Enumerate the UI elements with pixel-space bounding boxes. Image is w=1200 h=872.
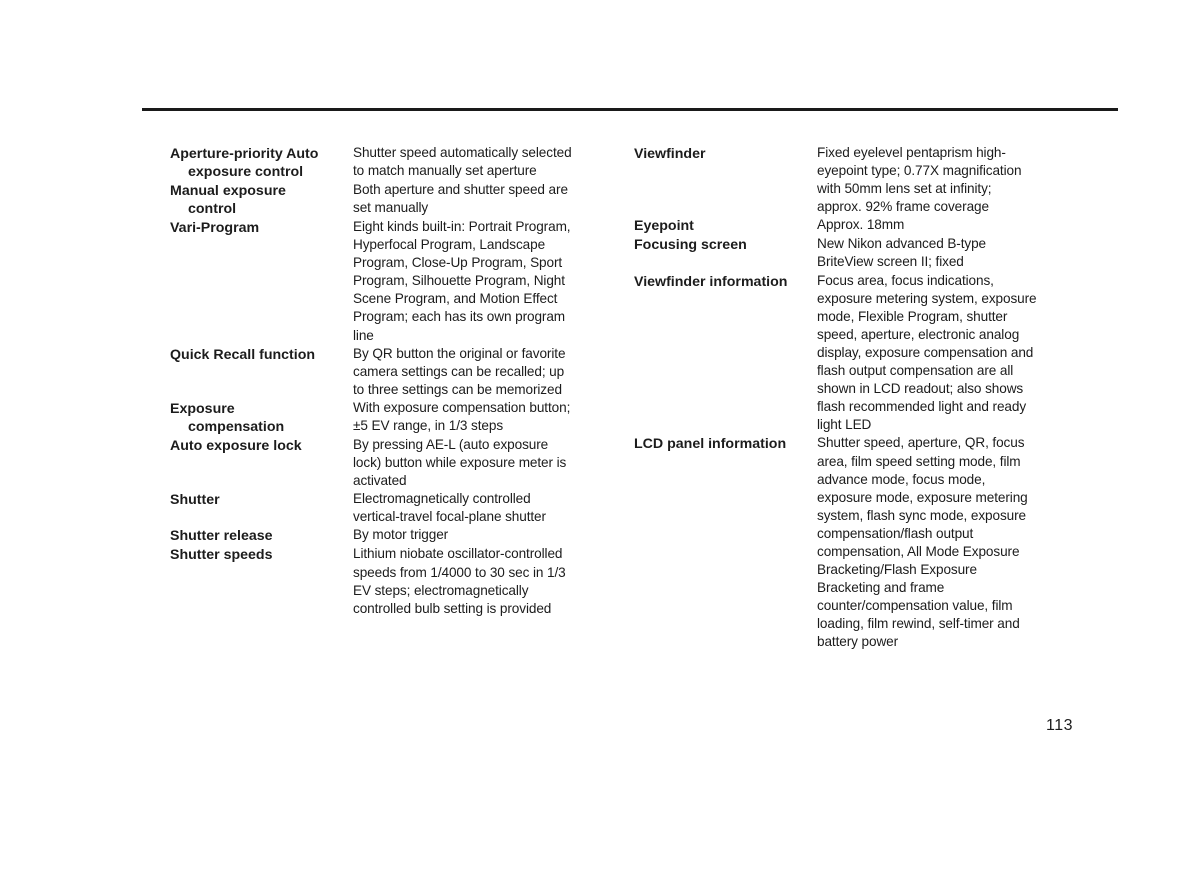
- spec-column-left: [170, 144, 625, 618]
- spec-row-shutter-speeds: [170, 545, 625, 617]
- spec-term-line1: Focusing screen: [634, 237, 747, 254]
- spec-row-aperture-priority: [170, 144, 625, 181]
- spec-term: [634, 272, 817, 291]
- spec-term-line1: Quick Recall function: [170, 346, 316, 363]
- spec-desc: Lithium niobate oscillator-controlled speeds from 1/4000 to 30 sec in 1/3 EV steps; electromagnetically controlled bulb setting is provided: [353, 546, 566, 616]
- spec-term-line1: Viewfinder information: [634, 273, 788, 290]
- spec-term-line1: LCD panel information: [634, 436, 787, 453]
- spec-row-exposure-compensation: [170, 399, 625, 436]
- spec-term-line1: Manual exposure: [170, 183, 286, 199]
- spec-desc: Shutter speed, aperture, QR, focus area, film speed setting mode, film advance mode, focus mode, exposure mode, exposure metering system, flash sync mode, exposure compensation/flash output compensation, All Mode Exposure Bracketing/Flash Exposure Bracketing and frame counter/compensation value, film loading, film rewind, self-timer and battery power: [817, 435, 1028, 650]
- spec-row-quick-recall: [170, 345, 625, 399]
- spec-row-manual-exposure: [170, 181, 625, 218]
- spec-row-viewfinder-information: [634, 272, 1084, 435]
- spec-row-auto-exposure-lock: [170, 436, 625, 490]
- spec-term: [170, 144, 353, 181]
- spec-term-line1: Viewfinder: [634, 146, 706, 162]
- spec-term-line1: Shutter release: [170, 528, 273, 545]
- spec-term: [170, 181, 353, 218]
- spec-desc: With exposure compensation button; ±5 EV range, in 1/3 steps: [353, 399, 571, 434]
- spec-term-line1: Aperture-priority Auto: [170, 146, 319, 162]
- spec-row-lcd-panel-information: [634, 434, 1084, 651]
- spec-term: [634, 434, 817, 453]
- spec-term-line1: Eyepoint: [634, 218, 694, 235]
- spec-desc: New Nikon advanced B-type BriteView screen II; fixed: [817, 236, 987, 270]
- spec-desc: Shutter speed automatically selected to match manually set aperture: [353, 145, 572, 179]
- spec-term: [634, 216, 817, 235]
- spec-term-line1: Shutter: [170, 492, 220, 509]
- spec-desc: By motor trigger: [353, 527, 449, 543]
- spec-term: [170, 345, 353, 364]
- spec-term: [170, 399, 353, 436]
- header-rule: [142, 108, 1118, 111]
- spec-row-eyepoint: [634, 216, 1084, 235]
- spec-term-line1: Vari-Program: [170, 220, 260, 236]
- spec-row-focusing-screen: [634, 235, 1084, 271]
- spec-desc: Approx. 18mm: [817, 217, 905, 233]
- spec-term: [634, 235, 817, 254]
- spec-row-shutter: [170, 490, 625, 526]
- spec-term-line2: exposure control: [188, 164, 304, 180]
- spec-desc: By pressing AE-L (auto exposure lock) button while exposure meter is activated: [353, 436, 567, 489]
- spec-term: [170, 526, 353, 545]
- spec-row-viewfinder: [634, 144, 1084, 216]
- spec-desc: Eight kinds built-in: Portrait Program, Hyperfocal Program, Landscape Program, Close-Up Program, Sport Program, Silhouette Program, Night Scene Program, and Motion Effect Program; each has its own program line: [353, 219, 571, 343]
- spec-term-line1: Exposure: [170, 400, 235, 417]
- spec-desc: Both aperture and shutter speed are set manually: [353, 182, 568, 216]
- page-number: 113: [1046, 717, 1074, 734]
- spec-term-line1: Auto exposure lock: [170, 437, 302, 454]
- spec-desc: By QR button the original or favorite camera settings can be recalled; up to three settings can be memorized: [353, 345, 566, 397]
- spec-term: [170, 436, 353, 455]
- spec-column-right: [634, 144, 1084, 652]
- spec-desc: Focus area, focus indications, exposure metering system, exposure mode, Flexible Program, shutter speed, aperture, electronic analog display, exposure compensation and flash output compensation are all shown in LCD readout; also shows flash recommended light and ready light LED: [817, 272, 1037, 433]
- spec-desc: Electromagnetically controlled vertical-travel focal-plane shutter: [353, 491, 546, 525]
- spec-row-shutter-release: [170, 526, 625, 545]
- spec-row-vari-program: [170, 218, 625, 345]
- spec-term-line2: control: [188, 201, 237, 217]
- spec-term: [170, 218, 353, 237]
- spec-term-line2: compensation: [188, 418, 285, 435]
- spec-term: [170, 545, 353, 564]
- spec-term-line1: Shutter speeds: [170, 547, 273, 564]
- spec-term: [634, 144, 817, 163]
- spec-desc: Fixed eyelevel pentaprism high- eyepoint type; 0.77X magnification with 50mm lens set at infinity; approx. 92% frame coverage: [817, 145, 1022, 215]
- spec-term: [170, 490, 353, 509]
